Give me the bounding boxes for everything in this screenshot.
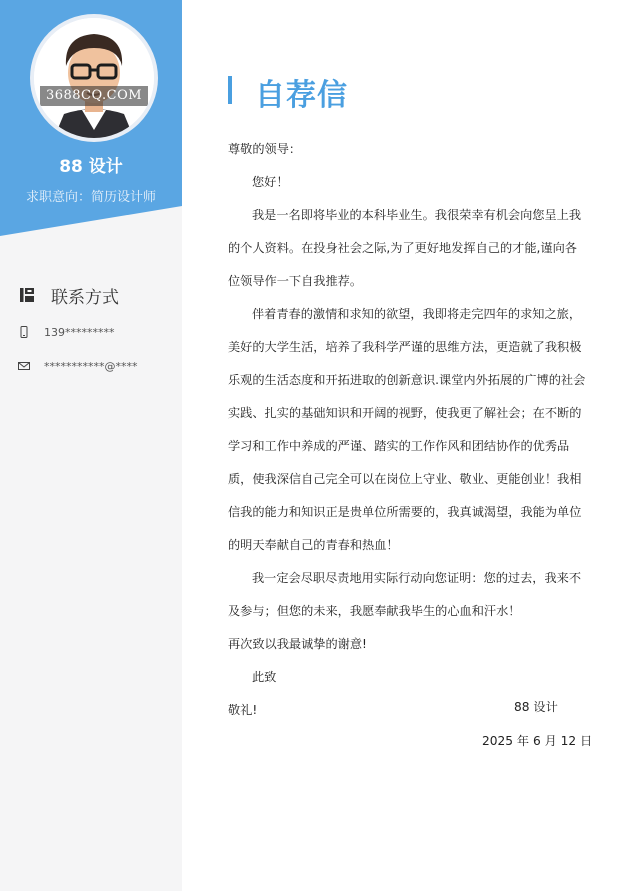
contact-phone: [18, 324, 115, 340]
signature-date: 2025 年 6 月 12 日: [482, 734, 593, 748]
letter-paragraph: 我一定会尽职尽责地用实际行动向您证明：您的过去，我来不及参与；但您的未来，我愿奉献我毕生的心血和汗水！: [228, 571, 582, 618]
contact-email: [18, 358, 138, 374]
phone-value: 139*********: [44, 325, 115, 339]
phone-icon: [18, 326, 30, 338]
email-value: ***********@****: [44, 359, 138, 373]
page-title: 自荐信: [255, 78, 348, 113]
avatar-watermark: 3688CQ.COM: [40, 86, 148, 106]
job-intent: 求职意向：简历设计师: [25, 190, 156, 205]
title-accent-bar: [228, 76, 232, 104]
cover-letter-body: [228, 133, 588, 727]
salutation: 尊敬的领导：: [228, 142, 302, 156]
signature-name: 88 设计: [514, 700, 558, 714]
letter-paragraph: 伴着青春的激情和求知的欲望，我即将走完四年的求知之旅， 美好的大学生活，培养了我科学严谨的思维方法，更造就了我积极乐观的生活态度和开拓进取的创新意识.课堂内外拓展的广博的社会实践、扎实的基础知识和开阔的视野，使我更了解社会；在不断的学习和工作中养成的严谨、踏实的工作作风和团结协作的优秀品质，使我深信自己完全可以在岗位上守业、敬业、更能创业！我相信我的能力和知识正是贵单位所需要的，我真诚渴望，我能为单位的明天奉献自己的青春和热血！: [228, 307, 586, 552]
profile-header: [0, 0, 182, 240]
closing-line-2: 敬礼!: [228, 703, 258, 717]
contact-section-heading: [20, 284, 119, 306]
contact-card-icon: [20, 288, 34, 302]
profile-name: 88 设计: [59, 157, 123, 177]
greeting: 您好！: [252, 175, 289, 189]
letter-paragraph: 我是一名即将毕业的本科毕业生。我很荣幸有机会向您呈上我的个人资料。在投身社会之际,为了更好地发挥自己的才能,谨向各位领导作一下自我推荐。: [228, 208, 582, 288]
avatar-illustration: [34, 18, 154, 138]
contact-heading-label: 联系方式: [51, 287, 119, 308]
avatar: [34, 18, 154, 138]
sidebar: [0, 0, 182, 891]
closing-line-1: 此致: [252, 670, 277, 684]
email-icon: [18, 360, 30, 372]
thanks-line: 再次致以我最诚挚的谢意!: [228, 637, 367, 651]
